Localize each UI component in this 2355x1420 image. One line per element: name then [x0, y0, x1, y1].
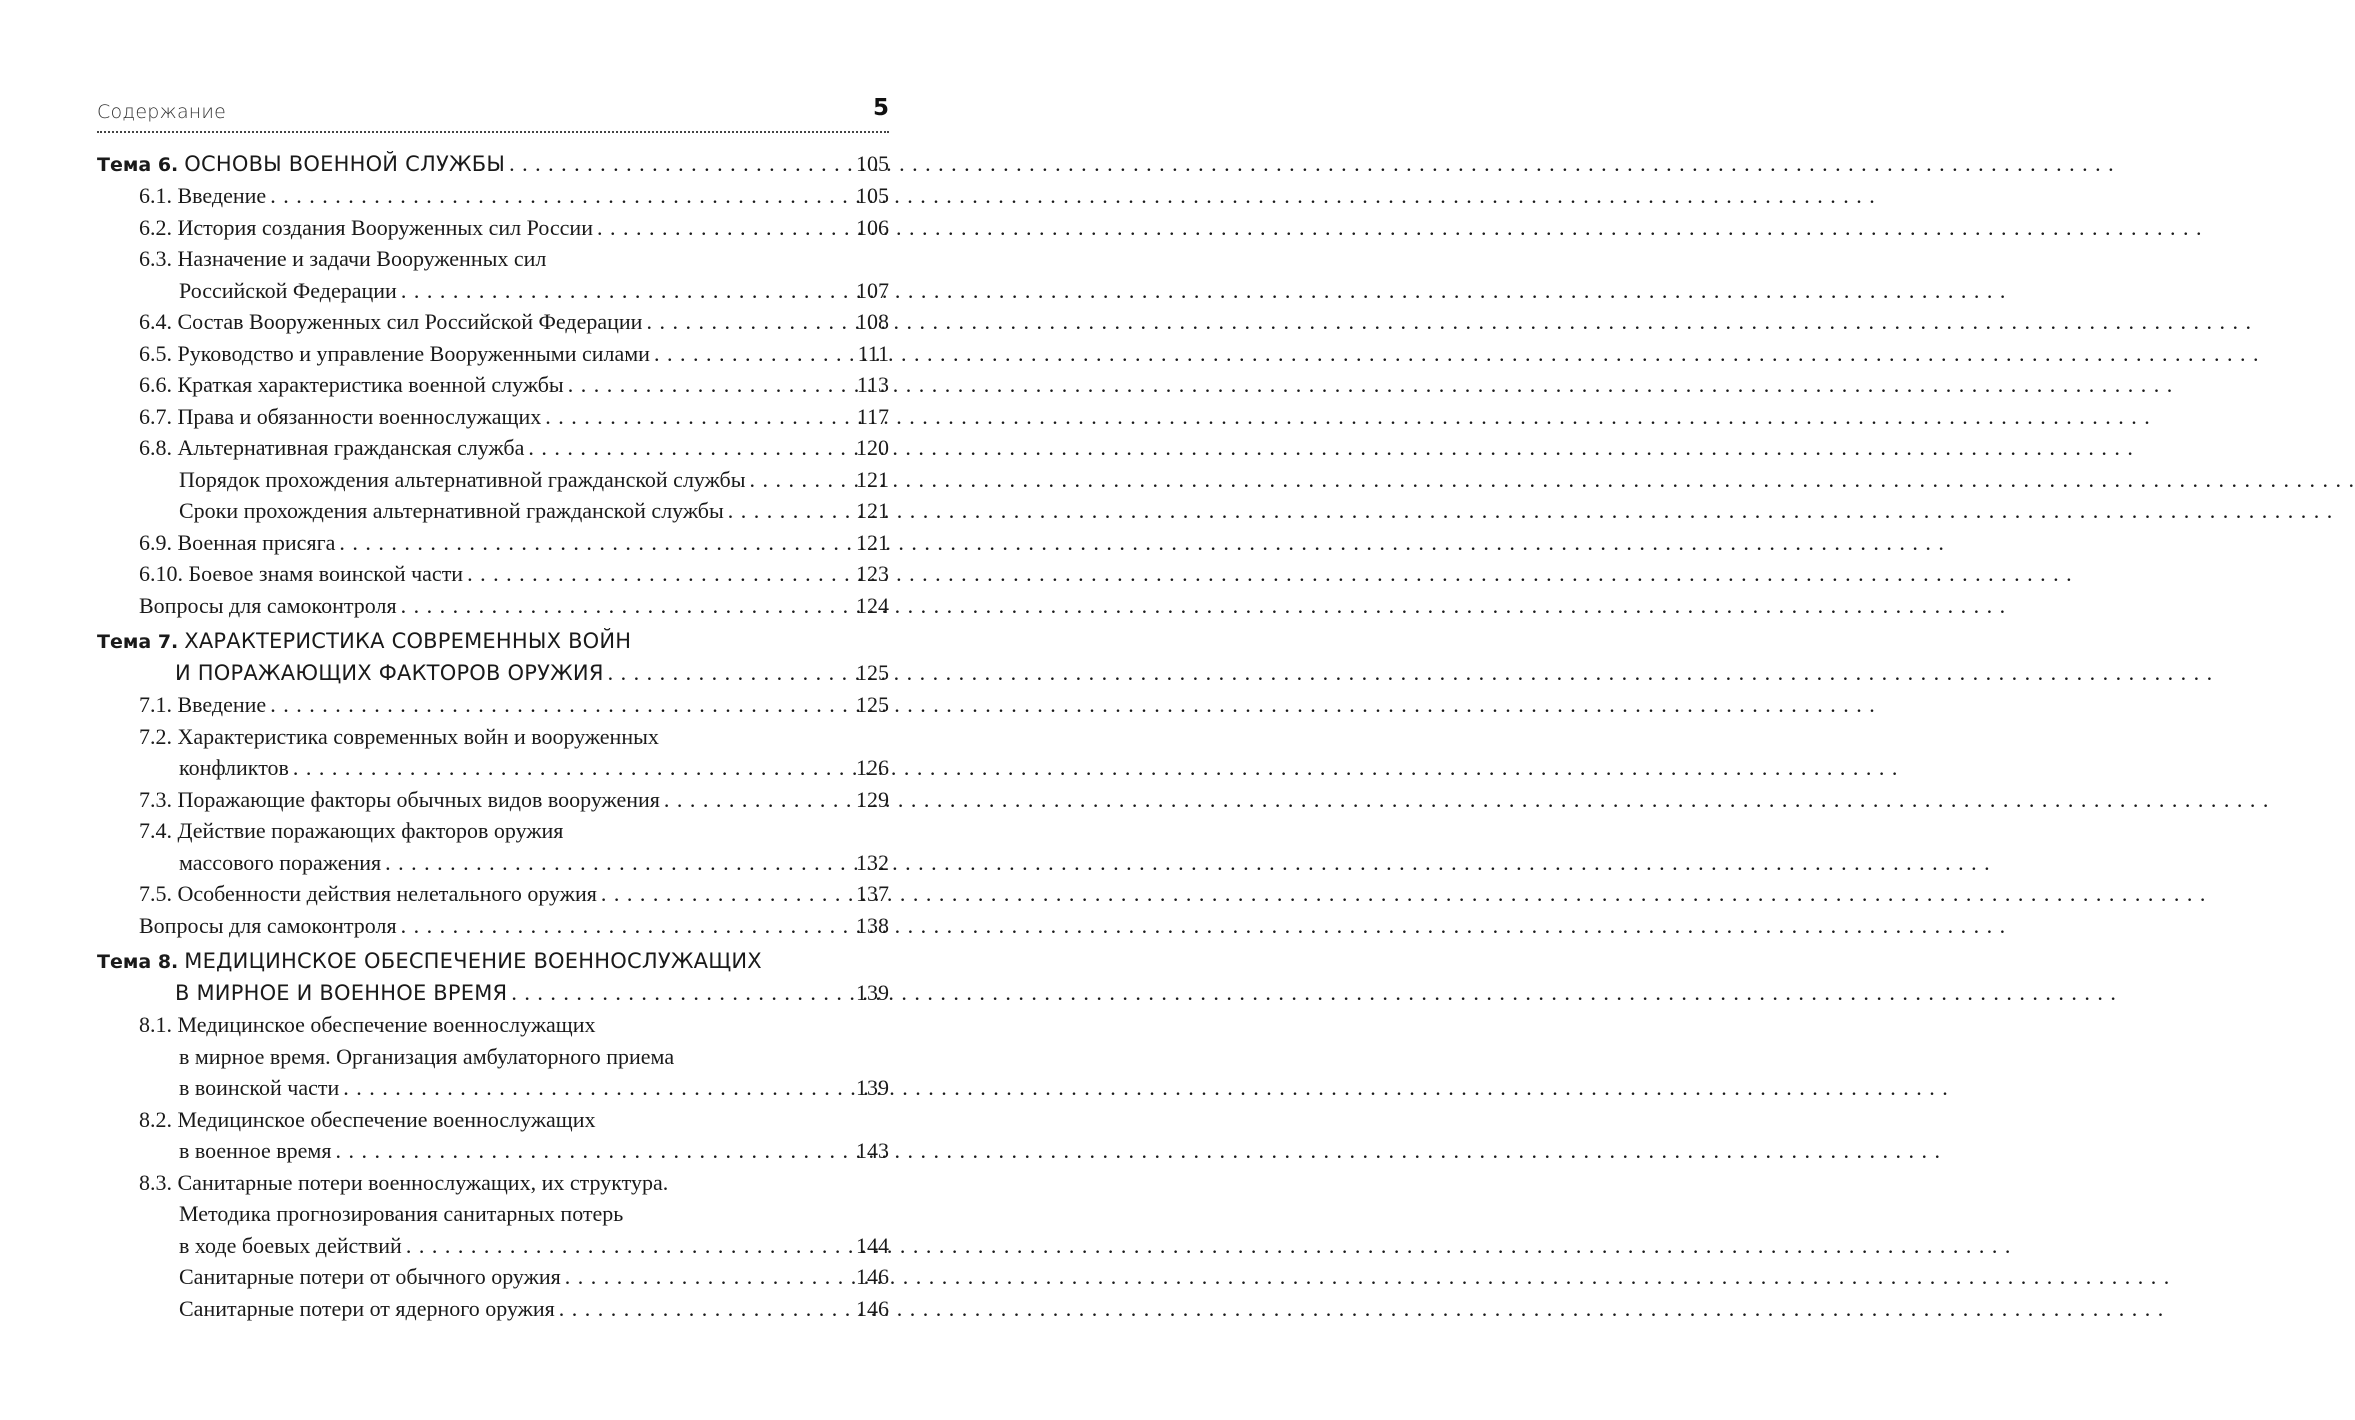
entry-title: Права и обязанности военнослужащих: [177, 403, 542, 429]
heading-line: [97, 625, 889, 657]
entry-text: [139, 721, 659, 753]
dot-leader: [467, 558, 852, 590]
section-title: ОСНОВЫ ВОЕННОЙ СЛУЖБЫ: [184, 152, 506, 176]
entry-number: 6.9.: [139, 529, 172, 555]
entry-title: Поражающие факторы обычных видов вооружения: [177, 786, 660, 812]
toc-entry: [97, 784, 889, 816]
toc-entry: [97, 1009, 889, 1104]
section-heading: [97, 945, 889, 1009]
entry-line: [97, 432, 889, 464]
toc-entry: [97, 180, 889, 212]
page-reference: 123: [856, 561, 889, 586]
entry-number: 7.5.: [139, 881, 172, 906]
entry-line: [97, 1261, 889, 1293]
dot-leader: [601, 878, 852, 910]
entry-title: в мирное время. Организация амбулаторного приема: [179, 1043, 675, 1069]
heading-line: [97, 148, 889, 180]
entry-line: [97, 784, 889, 816]
page-reference: 139: [856, 980, 889, 1005]
entry-title: Санитарные потери от обычного оружия: [179, 1264, 561, 1289]
page: [0, 0, 1000, 1420]
page-reference: 121: [856, 498, 889, 523]
page-reference: 117: [856, 403, 889, 429]
toc-entry: [97, 721, 889, 784]
entry-line: [97, 180, 889, 212]
entry-line: [97, 689, 889, 721]
entry-text: [139, 369, 564, 401]
entry-line: [97, 275, 889, 307]
entry-line: [97, 1230, 889, 1262]
entry-number: 8.1.: [139, 1012, 172, 1037]
entry-title: Краткая характеристика военной службы: [177, 372, 564, 397]
section-title: И ПОРАЖАЮЩИХ ФАКТОРОВ ОРУЖИЯ: [175, 661, 604, 685]
entry-number: 6.2.: [139, 214, 172, 240]
entry-number: 6.10.: [139, 561, 183, 586]
entry-text: [139, 1104, 596, 1136]
dot-leader: [270, 689, 852, 721]
page-reference: 144: [856, 1232, 889, 1258]
page-reference: 111: [857, 340, 889, 366]
page-reference: 121: [856, 466, 889, 492]
page-reference: 106: [856, 214, 889, 240]
entry-title: Руководство и управление Вооруженными силами: [177, 340, 650, 366]
dot-leader: [750, 464, 852, 496]
dot-leader: [728, 495, 852, 527]
entry-line: [97, 1009, 889, 1041]
heading-line: [97, 657, 889, 689]
page-number: 5: [872, 95, 889, 121]
entry-number: 6.3.: [139, 246, 172, 271]
entry-text: [139, 784, 660, 816]
page-reference: 138: [856, 912, 889, 938]
entry-text: [139, 1009, 596, 1041]
toc-entry: [97, 432, 889, 464]
toc-entry: [97, 338, 889, 370]
entry-text: [139, 180, 266, 212]
page-reference: 129: [856, 786, 889, 812]
dot-leader: [339, 527, 852, 559]
entry-title: Особенности действия нелетального оружия: [177, 881, 597, 906]
running-header-title: Содержание: [97, 101, 227, 123]
page-reference: 146: [856, 1264, 889, 1289]
toc-entry: [97, 1293, 889, 1325]
entry-line: [97, 1104, 889, 1136]
dot-leader: [545, 401, 853, 433]
heading-line: [97, 945, 889, 977]
entry-title: Характеристика современных войн и вооруженных: [177, 723, 659, 749]
entry-title: Действие поражающих факторов оружия: [177, 818, 564, 843]
entry-number: 6.1.: [139, 183, 172, 208]
entry-title: Назначение и задачи Вооруженных сил: [177, 246, 547, 271]
entry-text: [139, 1167, 668, 1199]
entry-title: массового поражения: [179, 849, 382, 875]
toc-entry: [97, 212, 889, 244]
entry-title: Медицинское обеспечение военнослужащих: [177, 1012, 596, 1037]
page-reference: 121: [856, 529, 889, 555]
entry-text: [139, 212, 593, 244]
toc-entry: [97, 495, 889, 527]
table-of-contents: [97, 148, 889, 1324]
entry-title: Состав Вооруженных сил Российской Федерации: [177, 309, 643, 334]
page-reference: 105: [856, 151, 889, 176]
entry-title: Введение: [177, 183, 267, 208]
page-reference: 139: [856, 1075, 889, 1100]
entry-line: [97, 401, 889, 433]
page-reference: 137: [856, 881, 889, 906]
entry-title: в ходе боевых действий: [179, 1232, 402, 1258]
dot-leader: [385, 847, 852, 879]
toc-section: [97, 945, 889, 1324]
entry-line: [97, 1072, 889, 1104]
toc-entry: [97, 689, 889, 721]
dot-leader: [335, 1135, 852, 1167]
entry-text: [139, 689, 266, 721]
entry-line: [97, 1135, 889, 1167]
entry-text: [139, 558, 463, 590]
entry-text: [139, 401, 541, 433]
entry-text: [139, 243, 546, 275]
entry-line: [97, 369, 889, 401]
entry-number: 7.2.: [139, 723, 172, 749]
dot-leader: [406, 1230, 852, 1262]
dot-leader: [401, 275, 852, 307]
dot-leader: [528, 432, 852, 464]
section-label: Тема 7.: [97, 631, 179, 653]
entry-number: 7.4.: [139, 818, 172, 843]
entry-line: [97, 527, 889, 559]
dot-leader: [646, 306, 852, 338]
entry-line: [97, 338, 889, 370]
page-reference: 105: [856, 183, 889, 208]
entry-line: [97, 243, 889, 275]
entry-line: [97, 910, 889, 942]
toc-entry: [97, 815, 889, 878]
entry-line: [97, 212, 889, 244]
toc-entry: [97, 243, 889, 306]
dot-leader: [597, 212, 852, 244]
dot-leader: [654, 338, 854, 370]
entry-line: [97, 752, 889, 784]
section-heading: [97, 625, 889, 689]
page-reference: 120: [856, 435, 889, 460]
page-reference: 107: [856, 277, 889, 303]
section-title: ХАРАКТЕРИСТИКА СОВРЕМЕННЫХ ВОЙН: [184, 629, 632, 653]
entry-number: 6.6.: [139, 372, 172, 397]
entry-title: Санитарные потери от ядерного оружия: [179, 1295, 555, 1321]
entry-title: Методика прогнозирования санитарных потерь: [179, 1201, 624, 1226]
dot-leader: [559, 1293, 852, 1325]
entry-text: [139, 527, 335, 559]
entry-line: [97, 815, 889, 847]
page-reference: 143: [856, 1138, 889, 1163]
page-reference: 124: [856, 592, 889, 618]
dot-leader: [511, 977, 852, 1009]
toc-entry: [97, 1261, 889, 1293]
entry-title: Введение: [177, 692, 267, 717]
toc-section: [97, 625, 889, 941]
entry-number: 6.5.: [139, 340, 172, 366]
dot-leader: [568, 369, 853, 401]
heading-line: [97, 977, 889, 1009]
entry-text: [139, 878, 597, 910]
entry-line: [97, 306, 889, 338]
toc-entry: [97, 369, 889, 401]
toc-entry: [97, 527, 889, 559]
section-label: Тема 6.: [97, 154, 179, 176]
entry-line: [97, 721, 889, 753]
toc-entry: [97, 401, 889, 433]
dot-leader: [293, 752, 852, 784]
section-label: Тема 8.: [97, 951, 179, 973]
entry-line: [97, 1041, 889, 1073]
toc-entry: [97, 464, 889, 496]
dot-leader: [664, 784, 852, 816]
toc-entry: [97, 558, 889, 590]
entry-number: 8.2.: [139, 1106, 172, 1132]
toc-section: [97, 148, 889, 621]
entry-number: 6.8.: [139, 435, 172, 460]
page-reference: 126: [856, 755, 889, 780]
entry-number: 7.3.: [139, 786, 172, 812]
entry-title: Порядок прохождения альтернативной гражданской службы: [179, 466, 746, 492]
entry-title: Альтернативная гражданская служба: [177, 435, 525, 460]
entry-text: [139, 306, 642, 338]
entry-title: в воинской части: [179, 1075, 340, 1100]
entry-line: [97, 558, 889, 590]
entry-text: [139, 432, 524, 464]
section-title: МЕДИЦИНСКОЕ ОБЕСПЕЧЕНИЕ ВОЕННОСЛУЖАЩИХ: [184, 949, 762, 973]
entry-title: конфликтов: [179, 755, 289, 780]
entry-title: Вопросы для самоконтроля: [139, 592, 397, 618]
entry-line: [97, 464, 889, 496]
entry-title: в военное время: [179, 1138, 332, 1163]
page-reference: 146: [856, 1295, 889, 1321]
entry-number: 6.7.: [139, 403, 172, 429]
entry-line: [97, 495, 889, 527]
entry-line: [97, 1198, 889, 1230]
entry-title: Военная присяга: [177, 529, 336, 555]
entry-title: Медицинское обеспечение военнослужащих: [177, 1106, 596, 1132]
entry-line: [97, 590, 889, 622]
toc-entry: [97, 1104, 889, 1167]
entry-title: Боевое знамя воинской части: [188, 561, 464, 586]
entry-line: [97, 1167, 889, 1199]
dot-leader: [509, 148, 852, 180]
entry-line: [97, 878, 889, 910]
dot-leader: [401, 910, 852, 942]
entry-number: 6.4.: [139, 309, 172, 334]
entry-text: [139, 338, 650, 370]
toc-entry: [97, 1167, 889, 1262]
running-header: [97, 95, 889, 133]
dot-leader: [401, 590, 852, 622]
entry-title: Сроки прохождения альтернативной гражданской службы: [179, 498, 724, 523]
section-heading: [97, 148, 889, 180]
page-reference: 108: [856, 309, 889, 334]
entry-line: [97, 847, 889, 879]
toc-entry: [97, 590, 889, 622]
entry-number: 8.3.: [139, 1169, 172, 1195]
section-title: В МИРНОЕ И ВОЕННОЕ ВРЕМЯ: [175, 981, 508, 1005]
dot-leader: [343, 1072, 852, 1104]
entry-text: [139, 815, 563, 847]
page-reference: 113: [856, 372, 889, 397]
toc-entry: [97, 306, 889, 338]
entry-number: 7.1.: [139, 692, 172, 717]
dot-leader: [608, 657, 852, 689]
entry-title: Вопросы для самоконтроля: [139, 912, 397, 938]
dot-leader: [565, 1261, 852, 1293]
page-reference: 125: [856, 660, 889, 685]
entry-line: [97, 1293, 889, 1325]
entry-title: Российской Федерации: [179, 277, 397, 303]
page-reference: 132: [856, 849, 889, 875]
entry-title: Санитарные потери военнослужащих, их структура.: [177, 1169, 669, 1195]
entry-title: История создания Вооруженных сил России: [177, 214, 593, 240]
page-reference: 125: [856, 692, 889, 717]
dot-leader: [270, 180, 852, 212]
toc-entry: [97, 878, 889, 910]
toc-entry: [97, 910, 889, 942]
